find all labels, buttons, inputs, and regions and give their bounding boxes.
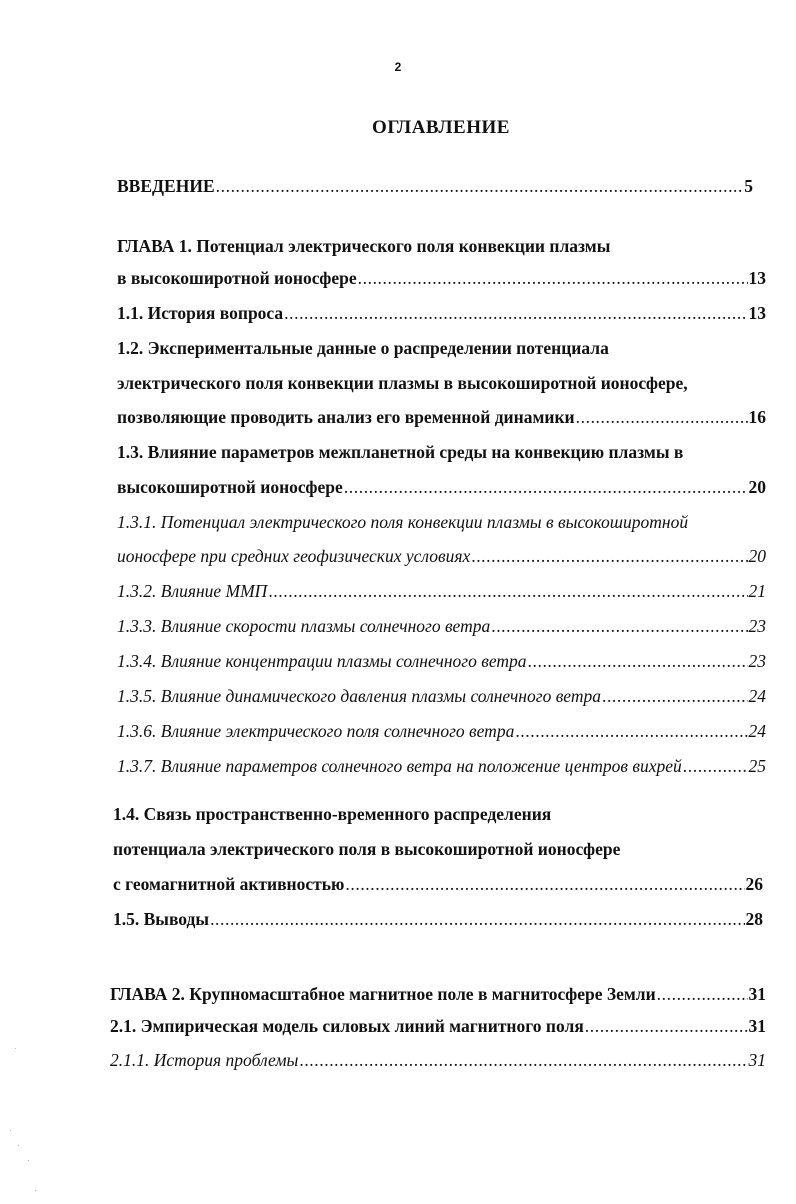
toc-chapter-1-heading-cont[interactable]: [117, 267, 766, 289]
toc-entry-page: 28: [745, 909, 763, 929]
dot-leader: [683, 755, 748, 777]
toc-entry-text: позволяющие проводить анализ его временной динамики: [117, 407, 575, 427]
toc-entry-page: 13: [748, 303, 766, 323]
toc-entry-1-3-1-line-1[interactable]: [117, 511, 688, 533]
toc-entry-text: в высокоширотной ионосфере: [117, 268, 357, 288]
dot-leader: [515, 720, 747, 742]
dot-leader: [358, 267, 748, 289]
toc-entry-1-3-6[interactable]: [117, 720, 766, 742]
toc-entry-2-1[interactable]: [110, 1015, 766, 1037]
toc-entry-text: 2.1. Эмпирическая модель силовых линий магнитного поля: [110, 1016, 584, 1036]
toc-entry-text: 1.3.6. Влияние электрического поля солнечного ветра: [117, 721, 515, 741]
toc-entry-1-4-line-1[interactable]: [113, 803, 551, 825]
toc-entry-text: 1.3.7. Влияние параметров солнечного ветра на положение центров вихрей: [117, 756, 682, 776]
toc-entry-text: ВВЕДЕНИЕ: [117, 176, 215, 196]
toc-entry-1-5[interactable]: [113, 908, 763, 930]
dot-leader: [299, 1049, 747, 1071]
dot-leader: [491, 615, 747, 637]
toc-entry-page: 13: [748, 268, 766, 288]
toc-entry-page: 21: [748, 581, 766, 601]
toc-entry-page: 25: [748, 756, 766, 776]
toc-entry-text: 1.3.4. Влияние концентрации плазмы солнечного ветра: [117, 651, 527, 671]
toc-entry-1-3-2[interactable]: [117, 580, 766, 602]
dot-leader: [576, 406, 748, 428]
toc-entry-page: 31: [748, 1016, 766, 1036]
toc-chapter-2-heading[interactable]: [110, 983, 766, 1005]
dot-leader: [210, 908, 744, 930]
toc-entry-1-3-line-1[interactable]: [117, 441, 683, 463]
toc-entry-text: ГЛАВА 1. Потенциал электрического поля конвекции плазмы: [117, 236, 611, 256]
scan-speck: [28, 1160, 29, 1161]
dot-leader: [657, 983, 748, 1005]
dot-leader: [345, 873, 744, 895]
toc-entry-page: 23: [748, 616, 766, 636]
toc-entry-2-1-1[interactable]: [110, 1049, 766, 1071]
toc-entry-page: 20: [748, 477, 766, 497]
toc-chapter-1-heading[interactable]: [117, 235, 610, 257]
toc-entry-text: 1.1. История вопроса: [117, 303, 284, 323]
page-number: 2: [394, 60, 402, 74]
dot-leader: [344, 476, 748, 498]
scan-speck: [10, 1130, 11, 1131]
toc-entry-text: 1.5. Выводы: [113, 909, 210, 929]
toc-title: ОГЛАВЛЕНИЕ: [372, 117, 510, 138]
toc-entry-page: 16: [748, 407, 766, 427]
toc-entry-1-3-5[interactable]: [117, 685, 766, 707]
toc-entry-text: 1.4. Связь пространственно-временного распределения: [113, 804, 552, 824]
toc-entry-page: 31: [748, 984, 766, 1004]
toc-entry-text: высокоширотной ионосфере: [117, 477, 343, 497]
toc-entry-text: потенциала электрического поля в высокоширотной ионосфере: [113, 839, 621, 859]
toc-entry-1-4-line-2[interactable]: [113, 838, 620, 860]
toc-entry-text: ГЛАВА 2. Крупномасштабное магнитное поле в магнитосфере Земли: [110, 984, 656, 1004]
toc-entry-text: с геомагнитной активностью: [113, 874, 345, 894]
toc-entry-text: 1.3.5. Влияние динамического давления плазмы солнечного ветра: [117, 686, 601, 706]
toc-entry-page: 24: [748, 686, 766, 706]
toc-entry-1-3-1-line-2[interactable]: [117, 545, 766, 567]
toc-entry-page: 5: [744, 176, 753, 196]
scan-speck: [18, 1145, 19, 1146]
dot-leader: [216, 175, 744, 197]
toc-entry-text: 1.3. Влияние параметров межпланетной среды на конвекцию плазмы в: [117, 442, 684, 462]
toc-entry-1-2-line-1[interactable]: [117, 337, 609, 359]
toc-entry-introduction[interactable]: [117, 175, 753, 197]
dot-leader: [528, 650, 748, 672]
scan-speck: [35, 1190, 36, 1191]
toc-entry-1-3-line-2[interactable]: [117, 476, 766, 498]
toc-entry-1-2-line-3[interactable]: [117, 406, 766, 428]
toc-entry-text: 1.3.2. Влияние ММП: [117, 581, 268, 601]
toc-entry-page: 31: [748, 1050, 766, 1070]
toc-entry-1-3-7[interactable]: [117, 755, 766, 777]
dot-leader: [268, 580, 747, 602]
toc-entry-1-3-3[interactable]: [117, 615, 766, 637]
toc-entry-text: 1.3.3. Влияние скорости плазмы солнечного ветра: [117, 616, 491, 636]
toc-entry-1-2-line-2[interactable]: [117, 372, 688, 394]
toc-entry-page: 23: [748, 651, 766, 671]
scan-speck: [15, 1048, 16, 1049]
dot-leader: [585, 1015, 748, 1037]
dot-leader: [284, 302, 747, 324]
toc-entry-page: 26: [745, 874, 763, 894]
toc-entry-text: электрического поля конвекции плазмы в высокоширотной ионосфере,: [117, 373, 688, 393]
toc-entry-text: 2.1.1. История проблемы: [110, 1050, 299, 1070]
dot-leader: [602, 685, 748, 707]
toc-entry-text: 1.2. Экспериментальные данные о распределении потенциала: [117, 338, 609, 358]
toc-entry-1-1[interactable]: [117, 302, 766, 324]
toc-entry-page: 24: [748, 721, 766, 741]
dot-leader: [471, 545, 747, 567]
toc-entry-text: 1.3.1. Потенциал электрического поля конвекции плазмы в высокоширотной: [117, 512, 689, 532]
toc-entry-1-4-line-3[interactable]: [113, 873, 763, 895]
toc-entry-1-3-4[interactable]: [117, 650, 766, 672]
toc-entry-text: ионосфере при средних геофизических условиях: [117, 546, 471, 566]
toc-entry-page: 20: [748, 546, 766, 566]
